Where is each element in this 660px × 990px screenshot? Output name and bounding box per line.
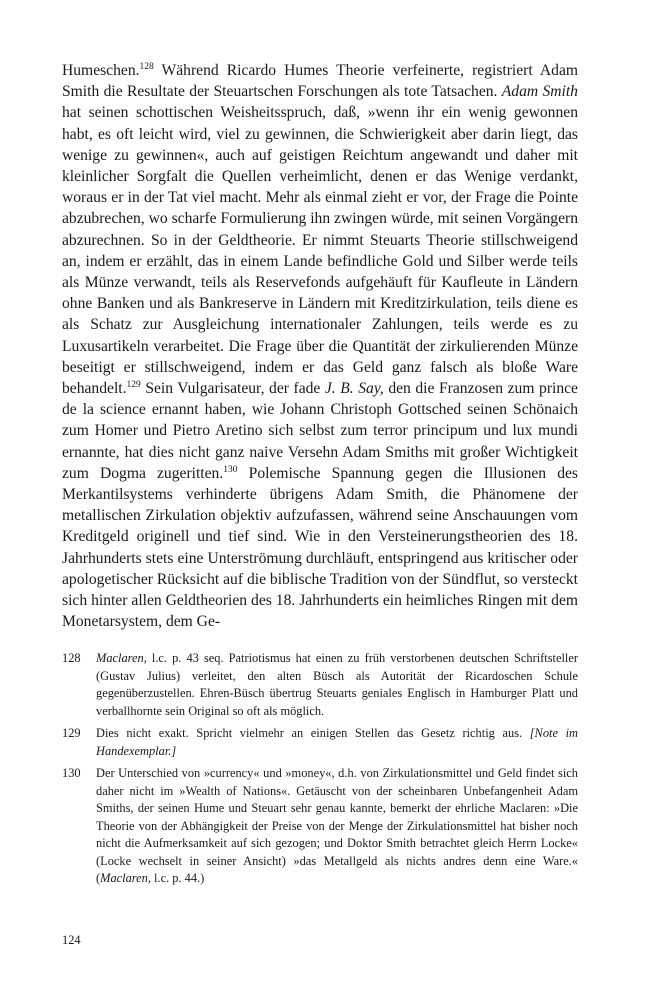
footnote-number: 129 bbox=[62, 726, 81, 740]
footnote-130 bbox=[62, 765, 578, 888]
italic-name: Adam Smith bbox=[501, 83, 578, 101]
footnote-text bbox=[96, 650, 578, 720]
italic-name: Maclaren bbox=[100, 871, 148, 885]
footnote-number: 130 bbox=[62, 766, 81, 780]
italic-note: [Note im Handexemplar.] bbox=[96, 726, 578, 758]
footnotes bbox=[62, 650, 578, 893]
main-text bbox=[62, 60, 578, 632]
page-number: 124 bbox=[62, 933, 81, 947]
text-segment: Polemische Spannung gegen die Illusionen des Merkantilsystems verhinderte übrigens Adam Smith, die Phänomene der metallischen Zirkulation objektiv aufzufassen, während seine Anschauungen vom Kreditgeld originell und tief sind. Wie in den Versteinerungstheorien des 18. Jahrhunderts stets eine Unterströmung durchläuft, entspringend aus kritischer oder apologetischer Rücksicht auf die biblische Tradition von der Sündflut, so versteckt sich hinter allen Geldtheorien des 18. Jahrhunderts ein heimliches Ringen mit dem Monetarsystem, dem Ge- bbox=[62, 464, 578, 631]
text-segment: Humeschen. bbox=[62, 62, 140, 79]
text-segment: Während Ricardo Humes Theorie verfeinerte, registriert Adam Smith die Resultate der Steuartschen Forschungen als tote Tatsachen. bbox=[62, 62, 578, 101]
italic-name: J. B. Say, bbox=[324, 380, 384, 398]
text-segment: den die Franzosen zum prince de la science ernannt haben, wie Johann Christoph Gottsched seinen Schönaich zum Homer und Pietro Aretino sich selbst zum terror principum und lux mundi ernannte, hat dies nicht ganz naive Versehn Adam Smiths mit großer Wichtigkeit zum Dogma zugeritten. bbox=[62, 380, 578, 482]
text-segment: , l.c. p. 44.) bbox=[147, 871, 205, 885]
italic-name: Maclaren bbox=[96, 651, 144, 665]
footnote-text bbox=[96, 765, 578, 888]
footnote-number: 128 bbox=[62, 651, 81, 665]
footnote-129 bbox=[62, 725, 578, 760]
text-segment: , l.c. p. 43 seq. Patriotismus hat einen zu früh verstorbenen deutschen Schriftsteller (Gustav Julius) verleitet, den alten Büsch als Autorität der Ricardoschen Schule gegenüberzustellen. Ehren-Büsch übertrug Steuarts geniales Englisch in Hamburger Platt und verballhornte sein Original so oft als möglich. bbox=[96, 651, 578, 718]
text-segment: Sein Vulgarisateur, der fade bbox=[140, 380, 325, 398]
footnote-ref-128[interactable]: 128 bbox=[139, 61, 154, 72]
footnote-128 bbox=[62, 650, 578, 720]
body-paragraph bbox=[62, 60, 578, 632]
text-segment: hat seinen schottischen Weisheitsspruch, daß, »wenn ihr ein wenig gewonnen habt, es oft leicht wird, viel zu gewinnen, die Schwierigkeit aber darin liegt, das wenige zu gewinnen«, auch auf geistigen Reichtum angewandt und daher mit kleinlicher Sorgfalt die Quellen verheimlicht, denen er das Wenige verdankt, woraus er in der Tat viel macht. Mehr als einmal zieht er vor, der Frage die Pointe abzubrechen, wo scharfe Formulierung ihn zwingen würde, mit seinen Vorgängern abzurechnen. So in der Geldtheorie. Er nimmt Steuarts Theorie stillschweigend an, indem er erzählt, das in einem Lande befindliche Gold und Silber werde teils als Münze verwandt, teils als Reservefonds aufgehäuft für Kaufleute in Ländern ohne Banken und als Bankreserve in Ländern mit Kreditzirkulation, teils diene es als Schatz zur Ausgleichung internationaler Zahlungen, teils werde es zu Luxusartikeln verarbeitet. Die Frage über die Quantität der zirkulierenden Münze beseitigt er stillschweigend, indem er das Geld ganz falsch als bloße Ware behandelt. bbox=[62, 104, 578, 398]
footnote-text bbox=[96, 725, 578, 760]
footnote-ref-129[interactable]: 129 bbox=[126, 379, 141, 390]
footnote-ref-130[interactable]: 130 bbox=[223, 464, 238, 475]
text-segment: Der Unterschied von »currency« und »money«, d.h. von Zirkulationsmittel und Geld findet sich daher nicht im »Wealth of Nations«. Getäuscht von der scheinbaren Unbefangenheit Adam Smiths, der seinen Hume und Steuart sehr genau kannte, bemerkt der ehrliche Maclaren: »Die Theorie von der Abhängigkeit der Preise von der Menge der Zirkulationsmittel hat bisher noch nicht die Aufmerksamkeit auf sich gezogen; und Doktor Smith betrachtet gleich Herrn Locke« (Locke wechselt in seiner Ansicht) »das Metallgeld als nichts andres denn eine Ware.« ( bbox=[96, 766, 578, 885]
text-segment: Dies nicht exakt. Spricht vielmehr an einigen Stellen das Gesetz richtig aus. bbox=[96, 726, 530, 740]
